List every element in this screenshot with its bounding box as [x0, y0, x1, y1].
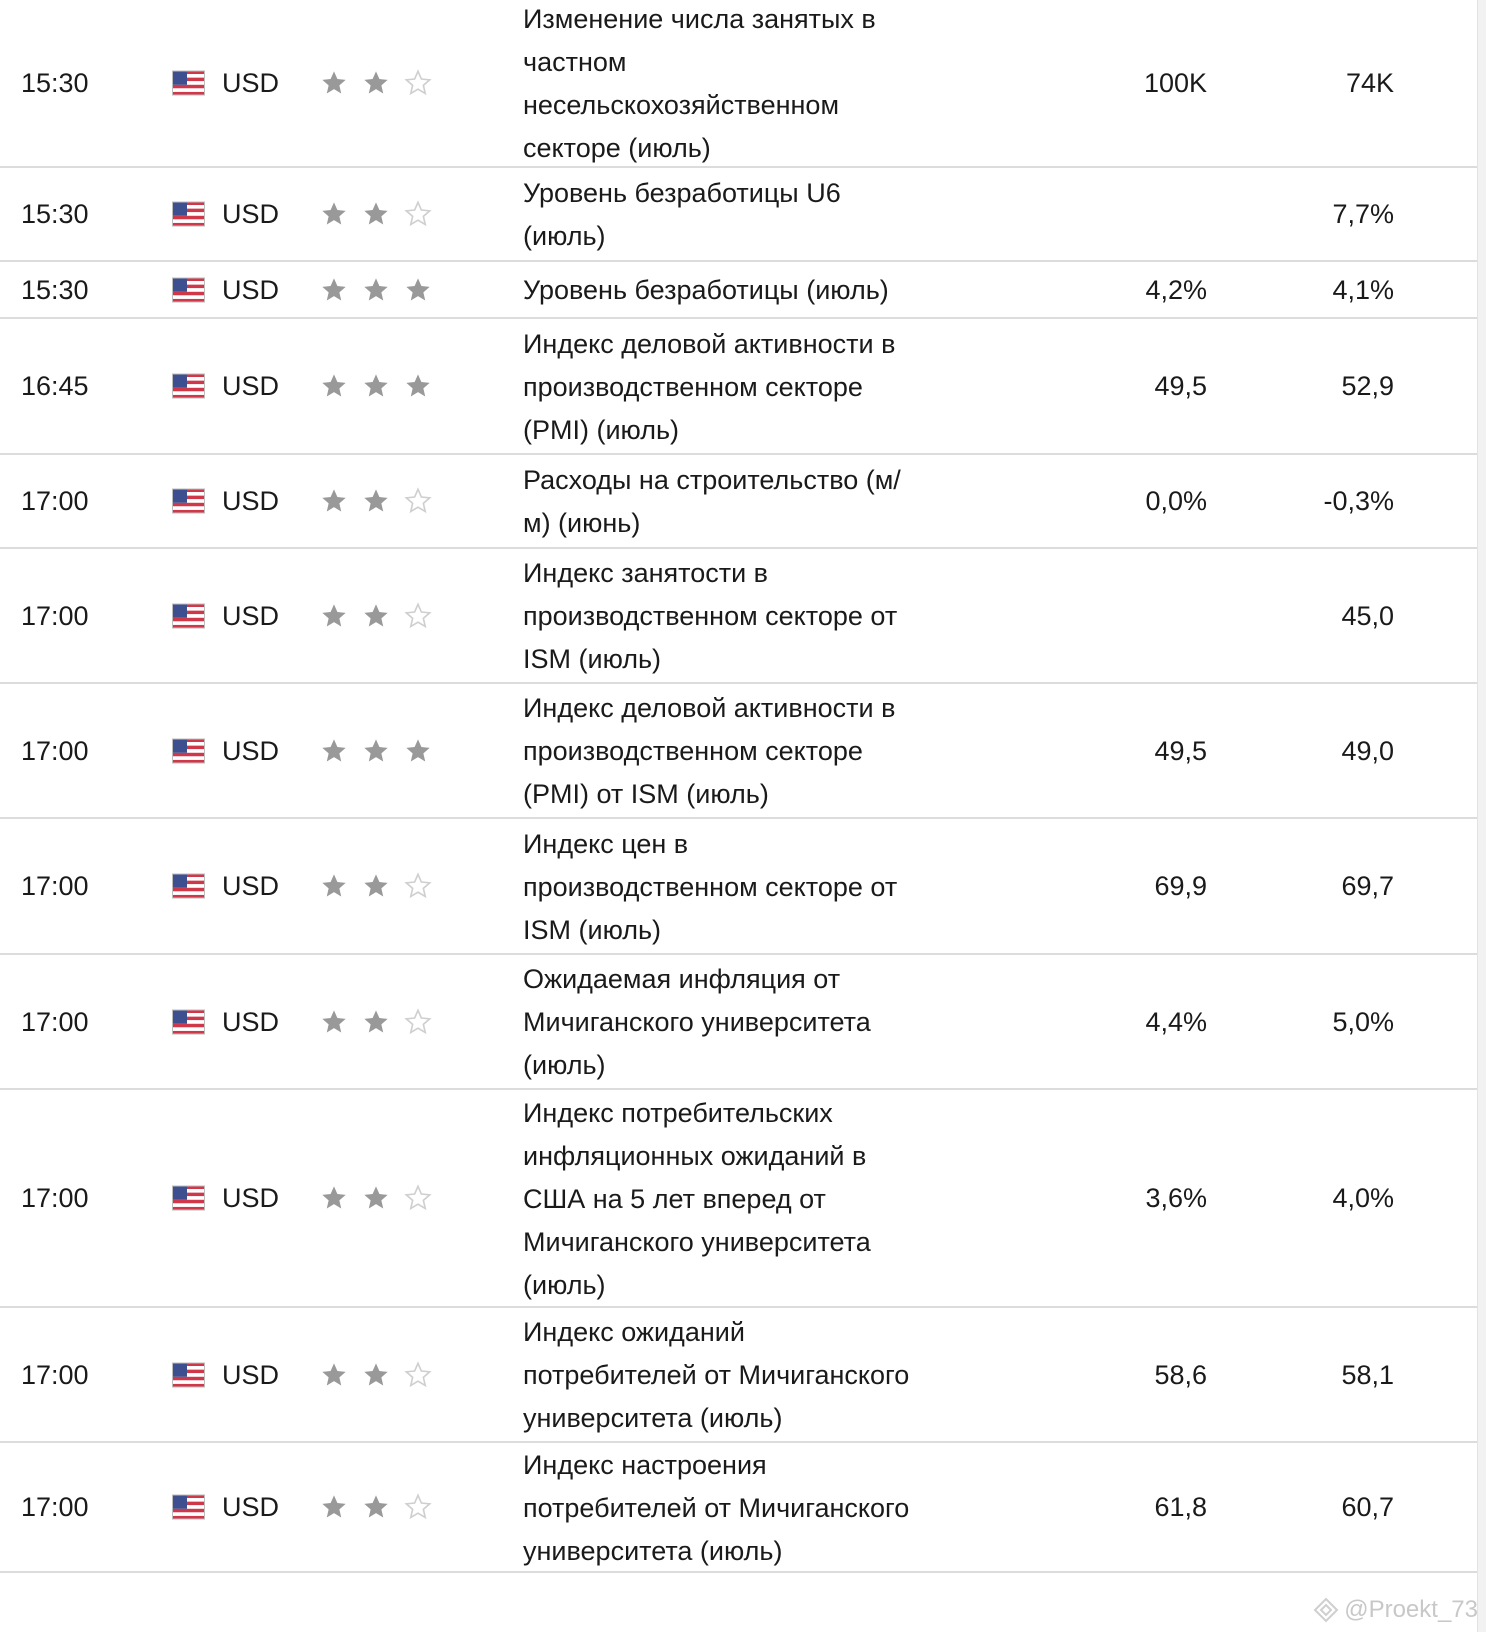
- us-flag-icon: [172, 1009, 205, 1034]
- star-filled-icon: [320, 1184, 348, 1212]
- importance-stars: [320, 200, 432, 228]
- star-filled-icon: [404, 276, 432, 304]
- currency-code: USD: [222, 600, 280, 631]
- forecast-value: 49,5: [1154, 371, 1207, 401]
- us-flag-icon: [172, 874, 205, 899]
- star-filled-icon: [362, 1184, 390, 1212]
- event-time: 17:00: [21, 1183, 89, 1213]
- watermark: [1312, 1596, 1478, 1624]
- star-empty-icon: [404, 872, 432, 900]
- previous-value: 5,0%: [1332, 1006, 1394, 1037]
- event-time: 15:30: [21, 68, 89, 98]
- importance-stars: [320, 487, 432, 515]
- us-flag-icon: [172, 71, 205, 96]
- star-filled-icon: [320, 487, 348, 515]
- previous-value: 49,0: [1341, 735, 1394, 766]
- star-empty-icon: [404, 1493, 432, 1521]
- star-filled-icon: [320, 1008, 348, 1036]
- previous-value: 52,9: [1341, 371, 1394, 401]
- star-filled-icon: [362, 737, 390, 765]
- event-time: 17:00: [21, 1492, 89, 1522]
- forecast-value: 3,6%: [1145, 1183, 1207, 1213]
- currency-code: USD: [222, 1006, 280, 1037]
- forecast-value: 58,6: [1154, 1359, 1207, 1390]
- event-time: 17:00: [21, 735, 89, 766]
- previous-value: 7,7%: [1332, 199, 1394, 229]
- previous-value: 4,1%: [1332, 274, 1394, 305]
- table-row[interactable]: [0, 1443, 1486, 1573]
- star-filled-icon: [362, 200, 390, 228]
- currency-code: USD: [222, 199, 280, 229]
- event-time: 15:30: [21, 274, 89, 305]
- table-row[interactable]: [0, 262, 1486, 319]
- us-flag-icon: [172, 1362, 205, 1387]
- forecast-value: 100K: [1143, 68, 1207, 98]
- importance-stars: [320, 276, 432, 304]
- star-filled-icon: [362, 602, 390, 630]
- event-name[interactable]: Расходы на строительство (м/ м) (июнь): [523, 465, 901, 538]
- us-flag-icon: [172, 489, 205, 514]
- table-row[interactable]: [0, 819, 1486, 955]
- event-name[interactable]: Индекс ожиданий потребителей от Мичиганского университета (июль): [523, 1317, 910, 1433]
- currency-code: USD: [222, 274, 280, 305]
- us-flag-icon: [172, 202, 205, 227]
- us-flag-icon: [172, 277, 205, 302]
- star-filled-icon: [320, 1493, 348, 1521]
- table-row[interactable]: [0, 549, 1486, 684]
- table-row[interactable]: [0, 1308, 1486, 1443]
- table-row[interactable]: [0, 1090, 1486, 1308]
- table-row[interactable]: [0, 955, 1486, 1090]
- star-filled-icon: [320, 372, 348, 400]
- forecast-value: 61,8: [1154, 1492, 1207, 1522]
- swirl-logo-icon: [1312, 1596, 1340, 1624]
- forecast-value: 4,4%: [1145, 1006, 1207, 1037]
- event-name[interactable]: Уровень безработицы U6 (июль): [523, 178, 841, 251]
- importance-stars: [320, 69, 432, 97]
- importance-stars: [320, 1493, 432, 1521]
- table-row[interactable]: [0, 684, 1486, 819]
- event-time: 16:45: [21, 371, 89, 401]
- previous-value: 60,7: [1341, 1492, 1394, 1522]
- event-time: 17:00: [21, 600, 89, 631]
- currency-code: USD: [222, 735, 280, 766]
- importance-stars: [320, 737, 432, 765]
- event-name[interactable]: Индекс цен в производственном секторе от ISM (июль): [523, 829, 898, 945]
- star-empty-icon: [404, 602, 432, 630]
- star-filled-icon: [320, 602, 348, 630]
- star-filled-icon: [404, 372, 432, 400]
- currency-code: USD: [222, 1492, 280, 1522]
- us-flag-icon: [172, 738, 205, 763]
- us-flag-icon: [172, 603, 205, 628]
- event-time: 17:00: [21, 1006, 89, 1037]
- currency-code: USD: [222, 1359, 280, 1390]
- event-name[interactable]: Индекс потребительских инфляционных ожиданий в США на 5 лет вперед от Мичиганского университета (июль): [523, 1098, 871, 1300]
- star-empty-icon: [404, 1184, 432, 1212]
- previous-value: 58,1: [1341, 1359, 1394, 1390]
- currency-code: USD: [222, 1183, 280, 1213]
- star-filled-icon: [362, 872, 390, 900]
- table-row[interactable]: [0, 168, 1486, 262]
- star-filled-icon: [362, 1493, 390, 1521]
- forecast-value: 49,5: [1154, 735, 1207, 766]
- currency-code: USD: [222, 486, 280, 516]
- vertical-scrollbar[interactable]: [1477, 0, 1486, 1632]
- previous-value: -0,3%: [1323, 486, 1394, 516]
- star-filled-icon: [320, 737, 348, 765]
- star-filled-icon: [362, 1008, 390, 1036]
- star-empty-icon: [404, 1008, 432, 1036]
- us-flag-icon: [172, 1186, 205, 1211]
- star-empty-icon: [404, 200, 432, 228]
- us-flag-icon: [172, 1495, 205, 1520]
- star-empty-icon: [404, 487, 432, 515]
- star-filled-icon: [362, 69, 390, 97]
- star-empty-icon: [404, 69, 432, 97]
- event-time: 17:00: [21, 871, 89, 901]
- star-filled-icon: [362, 276, 390, 304]
- forecast-value: 69,9: [1154, 871, 1207, 901]
- watermark-text: @Proekt_73: [1344, 1596, 1478, 1623]
- importance-stars: [320, 1361, 432, 1389]
- forecast-value: 4,2%: [1145, 274, 1207, 305]
- us-flag-icon: [172, 374, 205, 399]
- star-filled-icon: [404, 737, 432, 765]
- table-row[interactable]: [0, 0, 1486, 168]
- star-filled-icon: [320, 200, 348, 228]
- star-filled-icon: [320, 69, 348, 97]
- event-time: 17:00: [21, 486, 89, 516]
- importance-stars: [320, 872, 432, 900]
- star-empty-icon: [404, 1361, 432, 1389]
- importance-stars: [320, 602, 432, 630]
- event-time: 15:30: [21, 199, 89, 229]
- star-filled-icon: [362, 487, 390, 515]
- previous-value: 74K: [1345, 68, 1394, 98]
- event-name[interactable]: Индекс настроения потребителей от Мичиганского университета (июль): [523, 1450, 910, 1566]
- star-filled-icon: [320, 872, 348, 900]
- previous-value: 45,0: [1341, 600, 1394, 631]
- event-name[interactable]: Изменение числа занятых в частном несельскохозяйственном секторе (июль): [523, 4, 876, 163]
- table-row[interactable]: [0, 455, 1486, 549]
- importance-stars: [320, 372, 432, 400]
- forecast-value: 0,0%: [1145, 486, 1207, 516]
- star-filled-icon: [362, 1361, 390, 1389]
- event-name[interactable]: Индекс занятости в производственном секторе от ISM (июль): [523, 558, 898, 674]
- event-name[interactable]: Ожидаемая инфляция от Мичиганского университета (июль): [523, 964, 871, 1080]
- currency-code: USD: [222, 871, 280, 901]
- event-name[interactable]: Индекс деловой активности в производственном секторе (PMI) (июль): [523, 329, 896, 445]
- previous-value: 69,7: [1341, 871, 1394, 901]
- importance-stars: [320, 1184, 432, 1212]
- event-name[interactable]: Уровень безработицы (июль): [523, 275, 889, 305]
- currency-code: USD: [222, 68, 280, 98]
- table-row[interactable]: [0, 319, 1486, 455]
- star-filled-icon: [320, 276, 348, 304]
- event-time: 17:00: [21, 1359, 89, 1390]
- currency-code: USD: [222, 371, 280, 401]
- star-filled-icon: [362, 372, 390, 400]
- event-name[interactable]: Индекс деловой активности в производственном секторе (PMI) от ISM (июль): [523, 693, 896, 809]
- previous-value: 4,0%: [1332, 1183, 1394, 1213]
- importance-stars: [320, 1008, 432, 1036]
- star-filled-icon: [320, 1361, 348, 1389]
